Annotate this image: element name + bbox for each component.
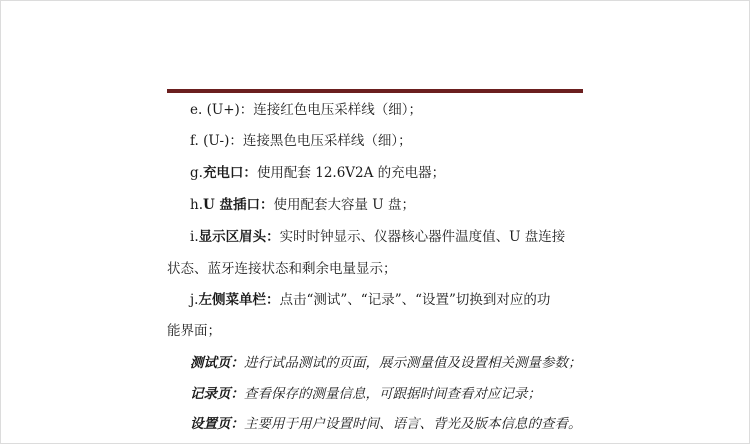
item-g [190, 164, 445, 182]
item-j [190, 291, 550, 309]
settings-page-description [190, 415, 582, 433]
item-e [190, 101, 422, 119]
item-h-title: U 盘插口： [203, 197, 274, 213]
header-rule [167, 89, 583, 93]
item-e-prefix: e. (U+)： [190, 102, 254, 118]
item-g-text: 使用配套 12.6V2A 的充电器； [256, 165, 446, 181]
item-f-prefix: f. (U-)： [190, 133, 243, 149]
item-i [190, 228, 565, 246]
item-i-title: 显示区眉头： [198, 229, 280, 245]
item-f-text: 连接黑色电压采样线（细）； [242, 133, 412, 149]
item-g-prefix: g. [190, 165, 203, 181]
test-page-text: 进行试品测试的页面，展示测量值及设置相关测量参数； [244, 355, 582, 371]
item-h-prefix: h. [190, 197, 203, 213]
item-j-title: 左侧菜单栏： [198, 292, 280, 308]
item-j-text: 点击“测试”、“记录”、“设置”切换到对应的功 [279, 292, 551, 308]
test-page-title: 测试页： [190, 355, 244, 371]
item-f [190, 132, 412, 150]
item-i-continuation: 状态、蓝牙连接状态和剩余电量显示； [167, 261, 397, 277]
item-i-text: 实时时钟显示、仪器核心器件温度值、U 盘连接 [279, 229, 566, 245]
item-h-text: 使用配套大容量 U 盘； [273, 197, 415, 213]
record-page-description [190, 385, 541, 403]
item-h [190, 196, 415, 214]
record-page-text: 查看保存的测量信息，可跟据时间查看对应记录； [244, 386, 541, 402]
item-g-title: 充电口： [202, 165, 257, 181]
record-page-title: 记录页： [190, 386, 244, 402]
item-e-text: 连接红色电压采样线（细）； [253, 102, 423, 118]
settings-page-title: 设置页： [190, 416, 244, 432]
settings-page-text: 主要用于用户设置时间、语言、背光及版本信息的查看。 [244, 416, 582, 432]
item-j-prefix: j. [190, 292, 199, 308]
test-page-description [190, 354, 582, 372]
item-i-prefix: i. [190, 229, 199, 245]
item-j-continuation: 能界面； [167, 323, 221, 339]
